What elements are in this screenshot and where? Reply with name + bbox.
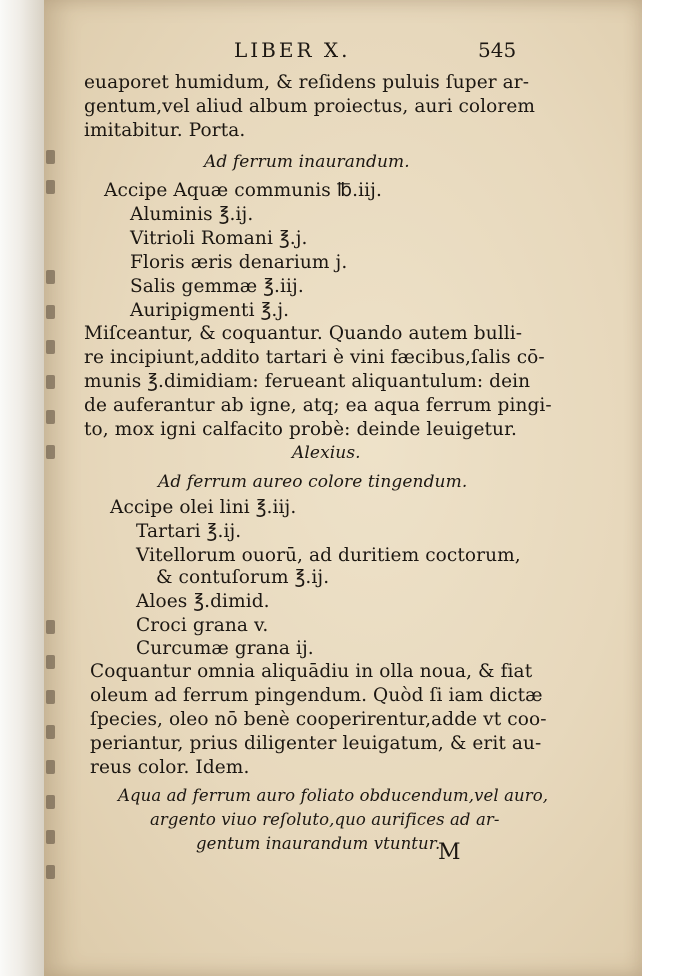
ingredient-line: Floris æris denarium j. — [130, 252, 348, 273]
ingredient-line: Aluminis ℥.ij. — [130, 204, 254, 225]
ingredient-line: Croci grana v. — [136, 615, 269, 636]
ingredient-line: & contuſorum ℥.ij. — [156, 567, 330, 588]
section-heading: gentum inaurandum vtuntur. — [196, 834, 441, 853]
recipe-line: Accipe olei lini ℥.iij. — [110, 497, 297, 518]
text-line: imitabitur. Porta. — [84, 120, 246, 141]
signature-mark: M — [438, 840, 461, 865]
scan-border-left — [0, 0, 44, 976]
text-line: munis ℥.dimidiam: ferueant aliquantulum: dein — [84, 371, 531, 392]
text-line: euaporet humidum, & reſidens puluis ſuper ar- — [84, 72, 530, 93]
section-heading: Ad ferrum aureo colore tingendum. — [158, 472, 468, 492]
text-line: oleum ad ferrum pingendum. Quòd ſi iam dictæ — [90, 685, 543, 706]
text-line: to, mox igni calfacito probè: deinde leuigetur. — [84, 419, 517, 440]
gutter-stitching — [44, 140, 58, 900]
text-line: re incipiunt,addito tartari è vini fæcibus,ſalis cō- — [84, 347, 545, 368]
scan-border-right — [642, 0, 690, 976]
page-number: 545 — [478, 38, 517, 62]
ingredient-line: Curcumæ grana ij. — [136, 638, 314, 659]
section-heading: Ad ferrum inaurandum. — [204, 152, 410, 172]
ingredient-line: Tartari ℥.ij. — [136, 521, 242, 542]
section-heading: argento viuo reſoluto,quo aurifices ad ar- — [150, 810, 500, 829]
attribution: Alexius. — [292, 443, 361, 463]
ingredient-line: Salis gemmæ ℥.iij. — [130, 276, 304, 297]
ingredient-line: Aloes ℥.dimid. — [136, 591, 270, 612]
text-line: gentum,vel aliud album proiectus, auri colorem — [84, 96, 536, 117]
text-line: reus color. Idem. — [90, 757, 250, 778]
ingredient-line: Vitrioli Romani ℥.j. — [130, 228, 308, 249]
running-title: LIBER X. — [234, 38, 351, 62]
text-line: ſpecies, oleo nō benè cooperirentur,adde vt coo- — [90, 709, 547, 730]
text-line: de auferantur ab igne, atq; ea aqua ferrum pingi- — [84, 395, 552, 416]
recipe-line: Accipe Aquæ communis ℔.iij. — [104, 180, 382, 201]
section-heading: Aqua ad ferrum auro foliato obducendum,vel auro, — [118, 786, 549, 805]
text-line: periantur, prius diligenter leuigatum, & erit au- — [90, 733, 542, 754]
text-line: Coquantur omnia aliquādiu in olla noua, & fiat — [90, 661, 533, 682]
text-line: Miſceantur, & coquantur. Quando autem bulli- — [84, 323, 523, 344]
ingredient-line: Vitellorum ouorū, ad duritiem coctorum, — [136, 545, 521, 566]
ingredient-line: Auripigmenti ℥.j. — [130, 300, 290, 321]
